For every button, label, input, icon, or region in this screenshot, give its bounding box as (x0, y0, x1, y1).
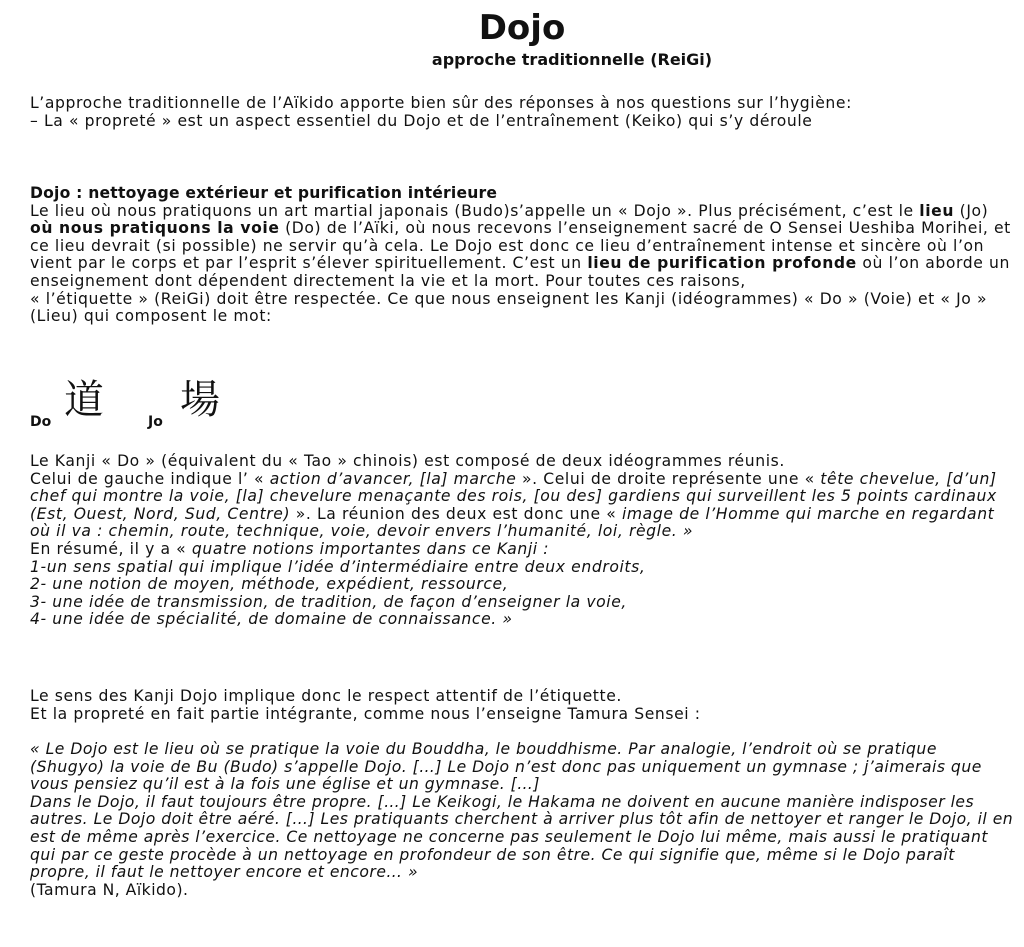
summary-line (30, 541, 1015, 559)
bold-run: où nous pratiquons la voie (30, 219, 280, 238)
tamura-quote (30, 741, 1015, 899)
kanji-jo-label: Jo (148, 414, 163, 430)
quote-source: (Tamura N, Aïkido). (30, 880, 189, 899)
kanji-paragraph (30, 471, 1015, 541)
italic-run: quatre notions importantes dans ce Kanji : (191, 539, 550, 558)
section-paragraph (30, 203, 1015, 291)
intro-line: – La « propreté » est un aspect essentiel du Dojo et de l’entraînement (Keiko) qui s’y déroule (30, 111, 813, 130)
kanji-figure (30, 378, 430, 438)
quote-paragraph: « Le Dojo est le lieu où se pratique la voie du Bouddha, le bouddhisme. Par analogie, l’endroit où se pratique (Shugyo) la voie de Bu (Budo) s’appelle Dojo. […] Le Dojo n’est donc pas uniquement un gymnase ; j’aimerais que vous pensiez qu’il est à la fois une église et un gymnase. […] (30, 740, 982, 794)
kanji-jo-glyph: 場 (180, 377, 220, 423)
notion-item: 1-un sens spatial qui implique l’idée d’intermédiaire entre deux endroits, (30, 557, 646, 576)
conclusion-line: Le sens des Kanji Dojo implique donc le respect attentif de l’étiquette. (30, 687, 622, 705)
text-run: (Jo) (954, 201, 989, 220)
notion-item: 3- une idée de transmission, de tradition, de façon d’enseigner la voie, (30, 592, 627, 611)
page-subtitle: approche traditionnelle (ReiGi) (431, 50, 713, 69)
kanji-do-glyph: 道 (64, 377, 104, 423)
intro-block (30, 95, 1015, 130)
text-run: (Do) de l’Aïki, où nous recevons l’enseignement sacré de O Sensei Ueshiba Morihei, et ce lieu devrait (si possible) ne servir qu’à cela. Le Dojo est donc ce lieu d’entraînement intense et sincère où l’on vient par le corps et par l’esprit s’élever spirituellement. C’est un (30, 219, 1011, 273)
dojo-section (30, 185, 1015, 326)
italic-run: action d’avancer, [la] marche (269, 469, 517, 488)
text-run: ». La réunion des deux est donc une « (290, 504, 622, 523)
kanji-do-label: Do (30, 414, 52, 430)
notion-item: 4- une idée de spécialité, de domaine de connaissance. » (30, 610, 513, 629)
section-paragraph: « l’étiquette » (ReiGi) doit être respectée. Ce que nous enseignent les Kanji (idéogrammes) « Do » (Voie) et « Jo » (Lieu) qui composent le mot: (30, 289, 988, 326)
section-heading: Dojo : nettoyage extérieur et purification intérieure (30, 184, 498, 202)
kanji-explanation (30, 453, 1015, 629)
kanji-paragraph: Le Kanji « Do » (équivalent du « Tao » chinois) est composé de deux idéogrammes réunis. (30, 452, 785, 470)
text-run: où l’on aborde un enseignement dont dépendent directement la vie et la mort. Pour toutes ces raisons, (30, 254, 1010, 290)
text-run: ». Celui de droite représente une « (516, 469, 821, 488)
text-run: Celui de gauche indique l’ « (30, 469, 270, 488)
conclusion-line: Et la propreté en fait partie intégrante, comme nous l’enseigne Tamura Sensei : (30, 704, 701, 723)
text-run: En résumé, il y a « (30, 539, 192, 558)
italic-run: image de l’Homme qui marche en regardant où il va : chemin, route, technique, voie, devoir envers l’humanité, loi, règle. » (30, 504, 995, 541)
italic-run: tête chevelue, [d’un] chef qui montre la voie, [la] chevelure menaçante des rois, [ou des] gardiens qui surveillent les 5 points cardinaux (Est, Ouest, Nord, Sud, Centre) (30, 469, 997, 523)
conclusion-block (30, 688, 1015, 723)
notion-item: 2- une notion de moyen, méthode, expédient, ressource, (30, 575, 509, 594)
page-title: Dojo (478, 8, 566, 48)
intro-line: L’approche traditionnelle de l’Aïkido apporte bien sûr des réponses à nos questions sur l’hygiène: (30, 94, 852, 112)
quote-paragraph: Dans le Dojo, il faut toujours être propre. […] Le Keikogi, le Hakama ne doivent en aucune manière indisposer les autres. Le Dojo doit être aéré. […] Les pratiquants cherchent à arriver plus tôt afin de nettoyer et ranger le Dojo, il en est de même après l’exercice. Ce nettoyage ne concerne pas seulement le Dojo lui même, mais aussi le pratiquant qui par ce geste procède à un nettoyage en profondeur de son être. Ce qui signifie que, même si le Dojo paraît propre, il faut le nettoyer encore et encore… » (30, 792, 1014, 882)
bold-run: lieu de purification profonde (587, 254, 857, 273)
text-run: Le lieu où nous pratiquons un art martial japonais (Budo)s’appelle un « Dojo ». Plus précisément, c’est le (30, 201, 920, 220)
bold-run: lieu (919, 201, 955, 220)
